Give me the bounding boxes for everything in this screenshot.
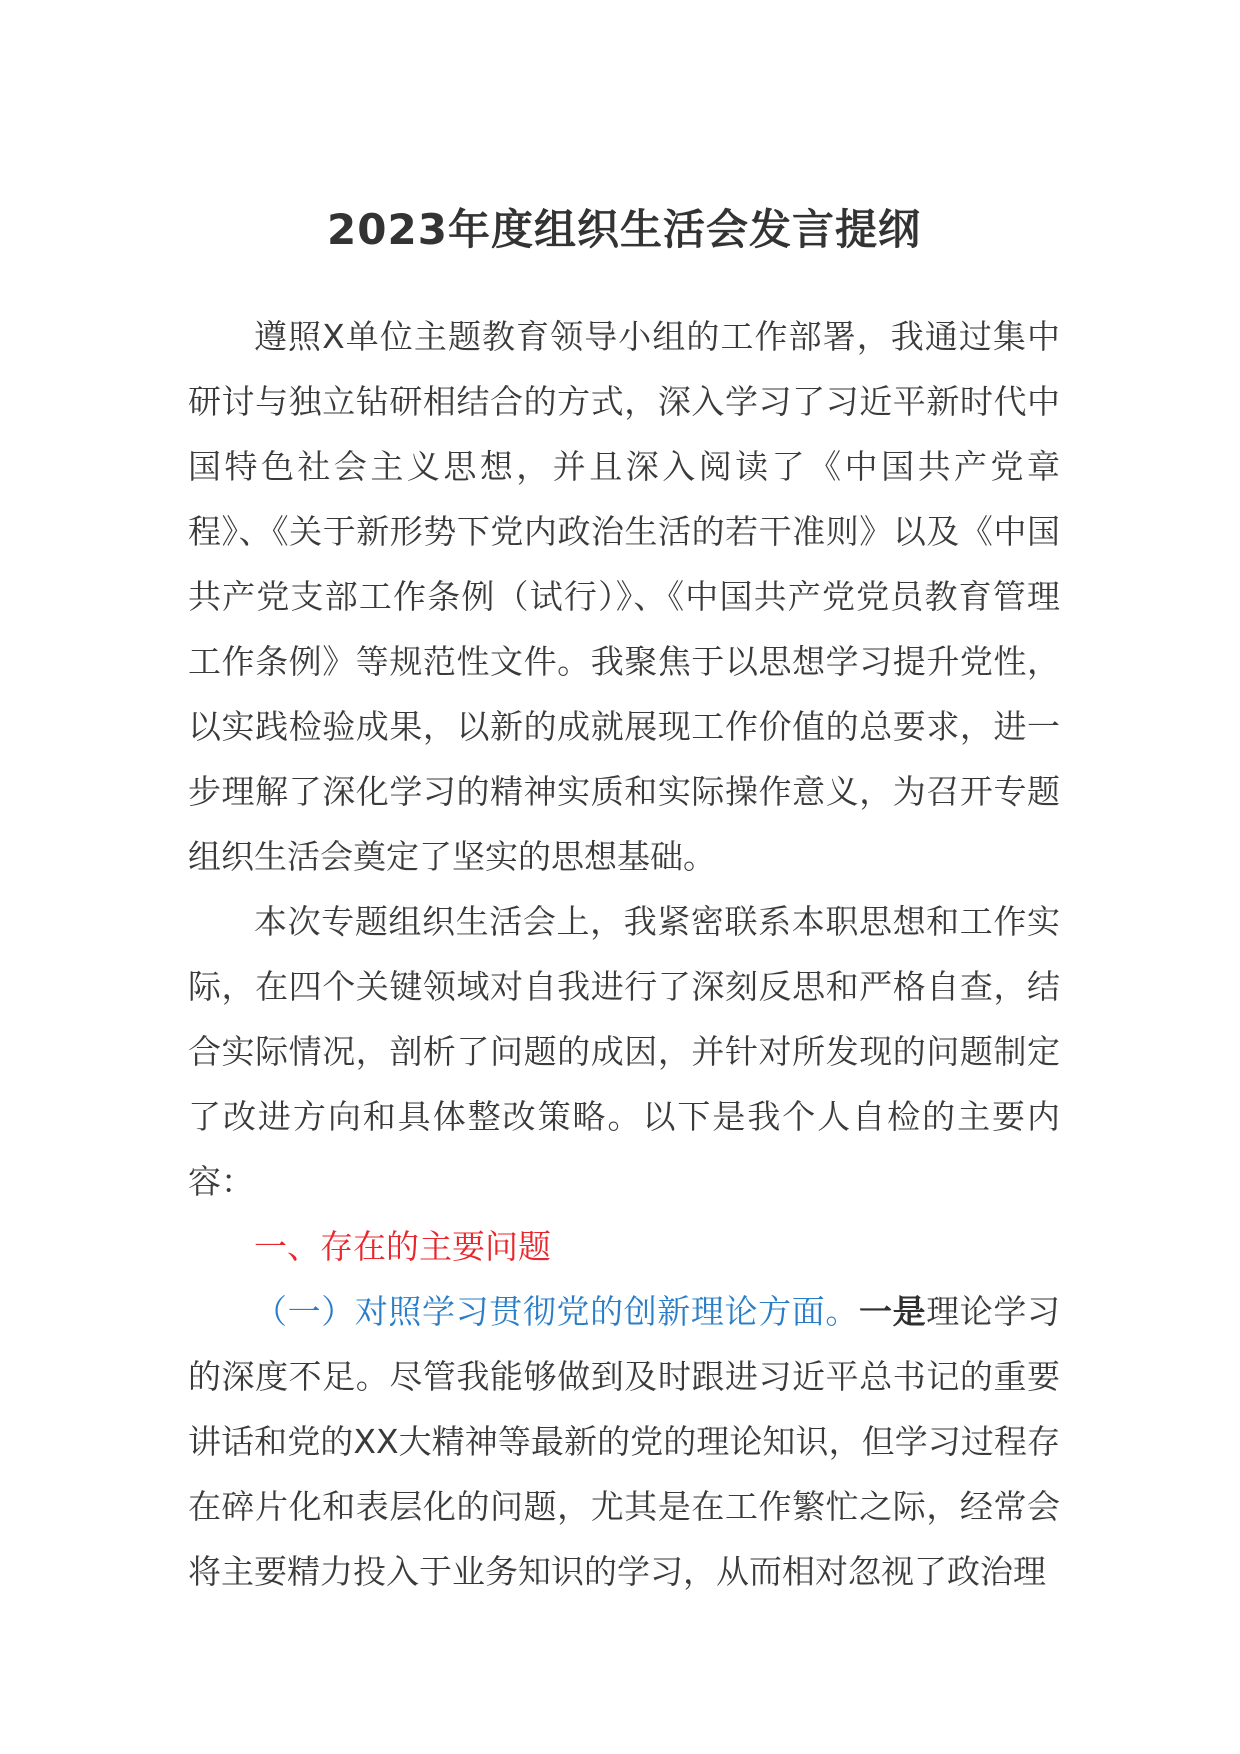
- document-content: [188, 196, 1060, 1604]
- item-marker-first: 一是: [858, 1292, 927, 1331]
- subsection-paragraph: [188, 1279, 1060, 1604]
- subsection-heading-theory: （一）对照学习贯彻党的创新理论方面。: [254, 1292, 859, 1331]
- intro-paragraph: 遵照X单位主题教育领导小组的工作部署，我通过集中研讨与独立钻研相结合的方式，深入学习了习近平新时代中国特色社会主义思想，并且深入阅读了《中国共产党章程》、《关于新形势下党内政治生活的若干准则》以及《中国共产党支部工作条例（试行）》、《中国共产党党员教育管理工作条例》等规范性文件。我聚焦于以思想学习提升党性，以实践检验成果，以新的成就展现工作价值的总要求，进一步理解了深化学习的精神实质和实际操作意义，为召开专题组织生活会奠定了坚实的思想基础。: [188, 317, 1060, 876]
- section-heading-problems: 一、存在的主要问题: [254, 1227, 551, 1266]
- context-paragraph: 本次专题组织生活会上，我紧密联系本职思想和工作实际，在四个关键领域对自我进行了深刻反思和严格自查，结合实际情况，剖析了问题的成因，并针对所发现的问题制定了改进方向和具体整改策略。以下是我个人自检的主要内容：: [188, 902, 1060, 1201]
- subsection-body-text: 理论学习的深度不足。尽管我能够做到及时跟进习近平总书记的重要讲话和党的XX大精神等最新的党的理论知识，但学习过程存在碎片化和表层化的问题，尤其是在工作繁忙之际，经常会将主要精力投入于业务知识的学习，从而相对忽视了政治理: [188, 1292, 1061, 1591]
- document-title: 2023年度组织生活会发言提纲: [327, 205, 921, 254]
